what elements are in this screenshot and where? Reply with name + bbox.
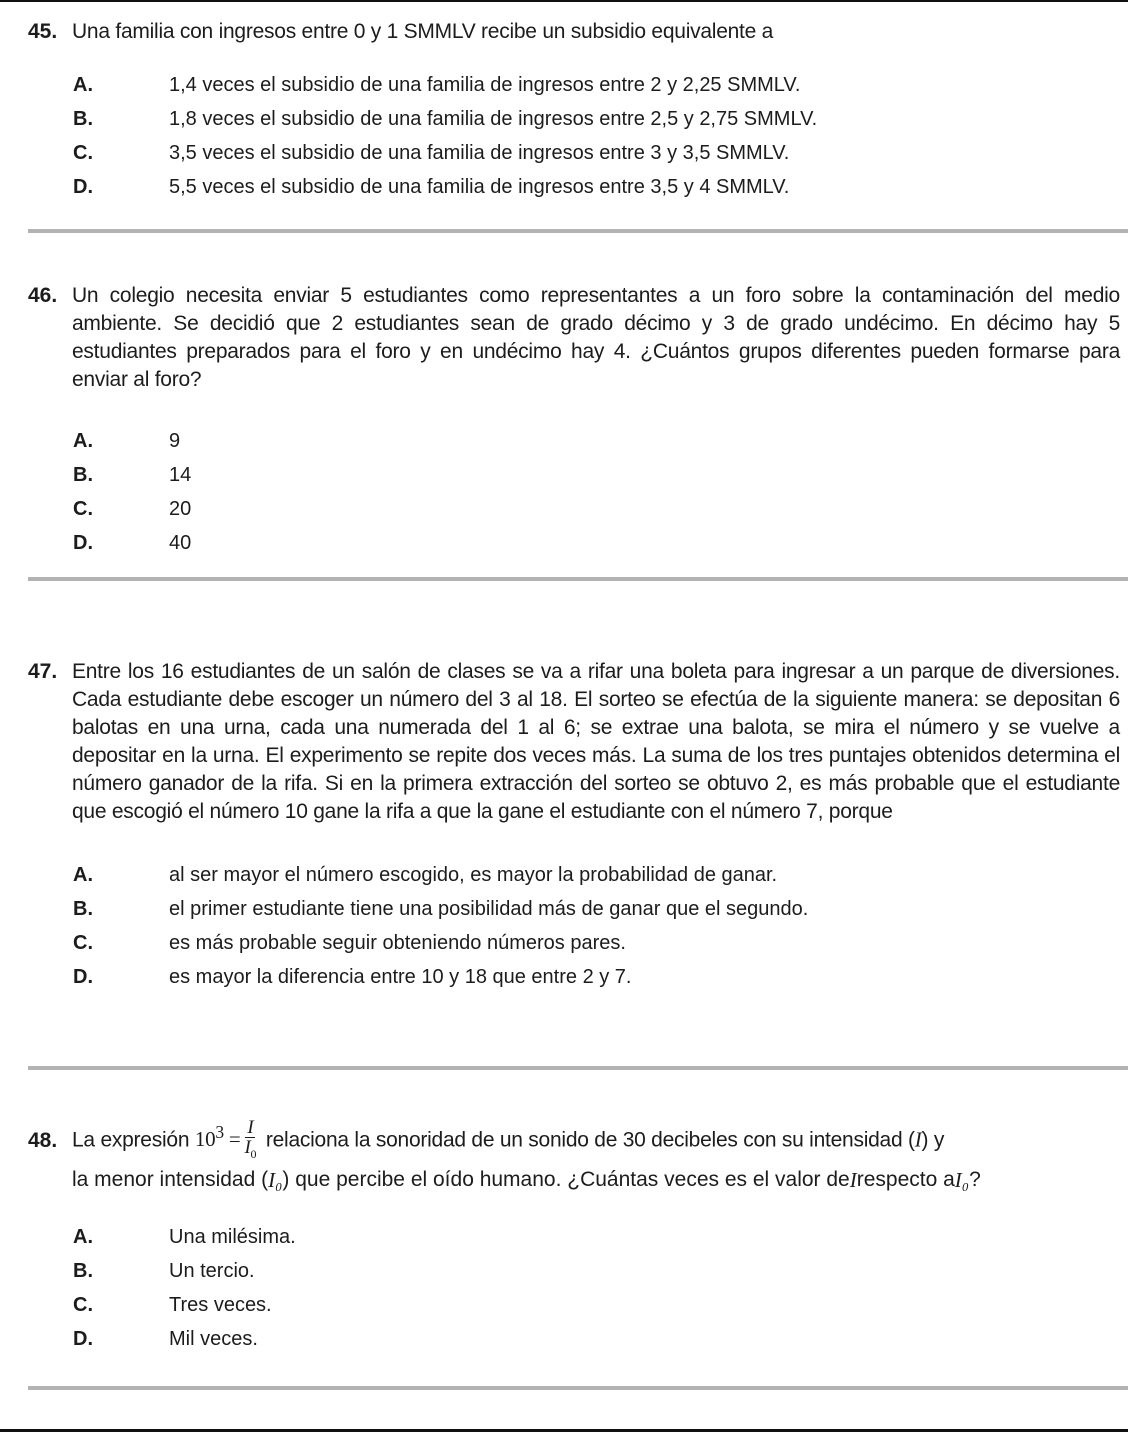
question-45 <box>28 18 1120 204</box>
option-text: 5,5 veces el subsidio de una familia de ingresos entre 3,5 y 4 SMMLV. <box>169 176 790 198</box>
question-number: 48. <box>28 1128 58 1152</box>
option-a[interactable] <box>28 424 1120 458</box>
separator <box>28 1066 1128 1070</box>
option-b[interactable] <box>28 102 1120 136</box>
option-d[interactable] <box>28 1322 1120 1356</box>
option-label: B. <box>73 464 93 486</box>
option-d[interactable] <box>28 960 1120 994</box>
separator <box>28 1386 1128 1390</box>
question-46 <box>28 282 1120 560</box>
option-a[interactable] <box>28 858 1120 892</box>
formula: $10^3$ = <box>194 1122 241 1152</box>
option-c[interactable] <box>28 136 1120 170</box>
option-text: Mil veces. <box>169 1327 258 1350</box>
question-text-line2: la menor intensidad ( I₀ ) que percibe el oído humano. ¿Cuántas veces es el valor de I respecto a I₀ ? <box>72 1167 981 1192</box>
option-c[interactable] <box>28 492 1120 526</box>
separator <box>28 229 1128 233</box>
question-text: Entre los 16 estudiantes de un salón de clases se va a rifar una boleta para ingresar a un parque de diversiones. Cada estudiante debe escoger un número del 3 al 18. El sorteo se efectúa de la siguiente manera: se depositan 6 balotas en una urna, cada una numerada del 1 al 6; se extrae una balota, se mira el número y se vuelve a depositar en la urna. El experimento se repite dos veces más. La suma de los tres puntajes obtenidos determina el número ganador de la rifa. Si en la primera extracción del sorteo se obtuvo 2, es más probable que el estudiante que escogió el número 10 gane la rifa a que la gane el estudiante con el número 7, porque <box>72 660 1120 823</box>
option-c[interactable] <box>28 926 1120 960</box>
option-b[interactable] <box>28 892 1120 926</box>
option-text: es mayor la diferencia entre 10 y 18 que entre 2 y 7. <box>169 966 632 988</box>
option-a[interactable] <box>28 1220 1120 1254</box>
option-text: 1,8 veces el subsidio de una familia de ingresos entre 2,5 y 2,75 SMMLV. <box>169 108 818 130</box>
option-text: 9 <box>169 430 181 452</box>
option-text: el primer estudiante tiene una posibilidad más de ganar que el segundo. <box>169 898 809 920</box>
option-label: B. <box>73 1259 93 1282</box>
option-text: al ser mayor el número escogido, es mayor la probabilidad de ganar. <box>169 864 778 886</box>
option-text: 1,4 veces el subsidio de una familia de ingresos entre 2 y 2,25 SMMLV. <box>169 74 801 96</box>
option-b[interactable] <box>28 1254 1120 1288</box>
option-label: B. <box>73 898 93 920</box>
option-label: B. <box>73 108 93 130</box>
question-47 <box>28 658 1120 994</box>
option-label: C. <box>73 142 93 164</box>
top-border <box>0 0 1128 2</box>
question-number: 47. <box>28 660 58 683</box>
option-d[interactable] <box>28 526 1120 560</box>
option-text: 20 <box>169 498 192 520</box>
option-label: A. <box>73 74 93 96</box>
option-label: D. <box>73 176 93 198</box>
option-label: C. <box>73 498 93 520</box>
option-label: A. <box>73 430 93 452</box>
question-number: 46. <box>28 284 58 307</box>
option-label: C. <box>73 932 93 954</box>
option-text: 40 <box>169 532 192 554</box>
question-48 <box>28 1118 1120 1356</box>
question-number: 45. <box>28 20 58 43</box>
option-text: Una milésima. <box>169 1225 296 1248</box>
option-d[interactable] <box>28 170 1120 204</box>
option-text: 3,5 veces el subsidio de una familia de ingresos entre 3 y 3,5 SMMLV. <box>169 142 790 164</box>
fraction: $\frac{I}{I_0}$ <box>244 1117 257 1161</box>
option-text: Un tercio. <box>169 1259 255 1282</box>
question-text: La expresión $10^3$ = $\frac{I}{I_0}$ relaciona la sonoridad de un sonido de 30 decibeles con su intensidad (I) y <box>72 1118 1120 1164</box>
question-text: Un colegio necesita enviar 5 estudiantes como representantes a un foro sobre la contaminación del medio ambiente. Se decidió que 2 estudiantes sean de grado décimo y 3 de grado undécimo. En décimo hay 5 estudiantes preparados para el foro y en undécimo hay 4. ¿Cuántos grupos diferentes pueden formarse para enviar al foro? <box>72 284 1120 391</box>
option-label: A. <box>73 864 93 886</box>
question-text: Una familia con ingresos entre 0 y 1 SMMLV recibe un subsidio equivalente a <box>72 20 774 43</box>
option-label: D. <box>73 1327 93 1350</box>
option-text: es más probable seguir obteniendo números pares. <box>169 932 626 954</box>
option-label: D. <box>73 966 93 988</box>
option-text: 14 <box>169 464 192 486</box>
option-a[interactable] <box>28 68 1120 102</box>
option-label: A. <box>73 1225 93 1248</box>
option-label: C. <box>73 1293 93 1316</box>
option-text: Tres veces. <box>169 1293 272 1316</box>
option-c[interactable] <box>28 1288 1120 1322</box>
option-label: D. <box>73 532 93 554</box>
separator <box>28 577 1128 581</box>
option-b[interactable] <box>28 458 1120 492</box>
